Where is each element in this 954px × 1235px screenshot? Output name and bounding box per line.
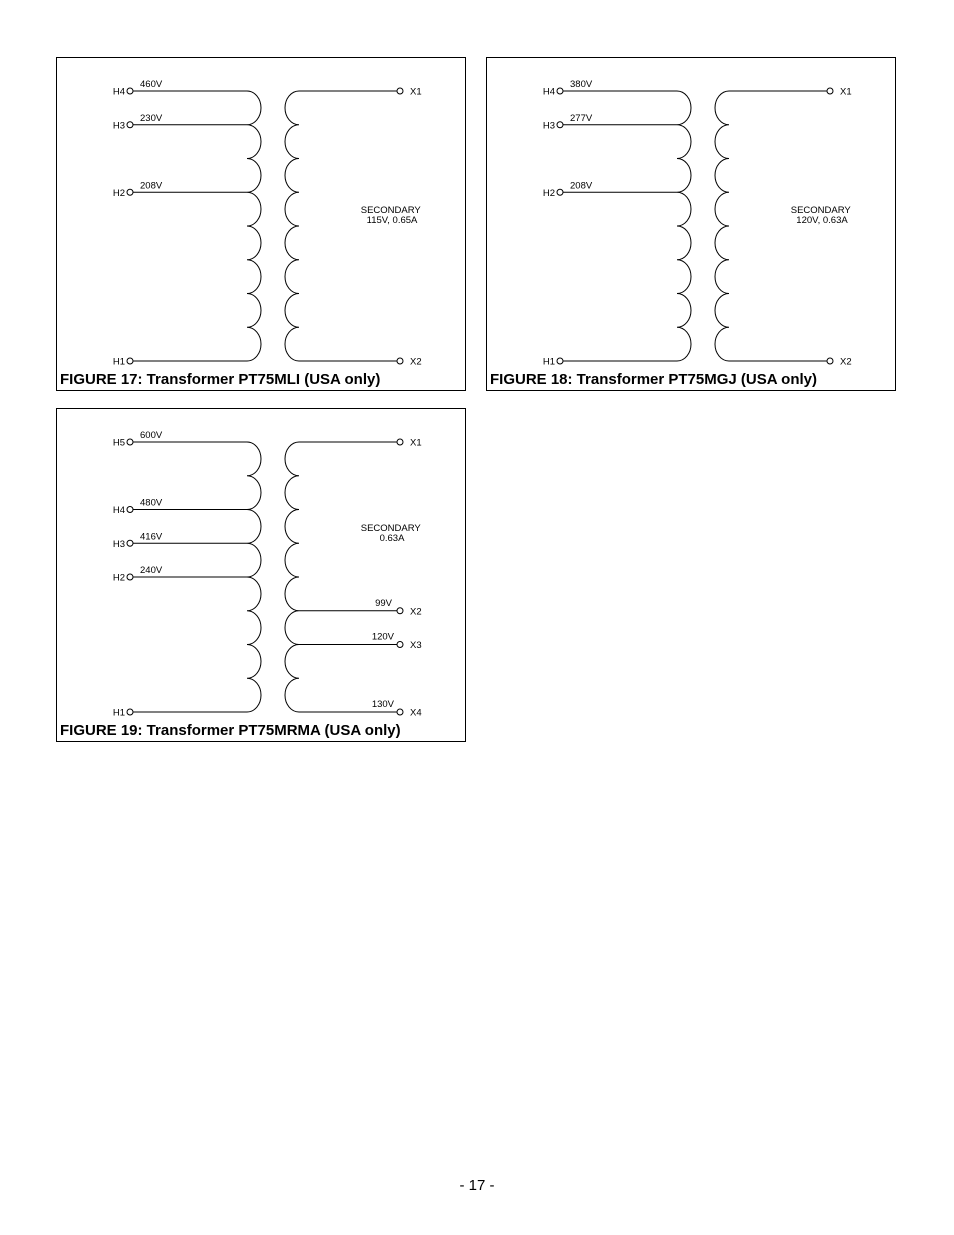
terminal-circle (397, 88, 403, 94)
terminal-circle (127, 358, 133, 364)
terminal-circle (557, 189, 563, 195)
terminal-label: X2 (410, 606, 422, 618)
terminal-circle (557, 358, 563, 364)
terminal-label: H1 (542, 356, 555, 368)
primary-tap-2 (113, 180, 247, 199)
terminal-circle (127, 709, 133, 715)
figure-17 (56, 57, 466, 391)
terminal-circle (127, 540, 133, 546)
secondary-label (791, 205, 853, 226)
primary-tap-1 (113, 498, 247, 517)
terminal-label: H4 (542, 86, 555, 98)
voltage-label: 600V (140, 430, 163, 441)
terminal-label: X1 (410, 437, 422, 449)
terminal-circle (127, 88, 133, 94)
figure-19 (56, 408, 466, 742)
primary-tap-3 (113, 565, 247, 584)
secondary-tap-1 (299, 598, 422, 618)
secondary-label (361, 523, 423, 544)
primary-tap-3 (113, 357, 247, 368)
primary-winding (113, 79, 261, 368)
secondary-label-line-1: 0.63A (379, 533, 405, 544)
terminal-circle (557, 88, 563, 94)
primary-tap-1 (543, 113, 677, 132)
secondary-tap-3 (299, 699, 422, 719)
secondary-label-line-1: 120V, 0.63A (796, 215, 848, 226)
terminal-circle (397, 709, 403, 715)
voltage-label: 208V (140, 180, 163, 192)
terminal-label: X3 (410, 640, 422, 651)
secondary-label-line-0: SECONDARY (360, 523, 421, 534)
secondary-label-line-0: SECONDARY (790, 205, 851, 216)
primary-winding (113, 430, 261, 719)
secondary-tap-0 (729, 87, 852, 98)
primary-tap-3 (543, 357, 677, 368)
terminal-label: H2 (542, 187, 555, 199)
voltage-label: 120V (371, 631, 394, 643)
terminal-circle (127, 574, 133, 580)
terminal-label: H3 (112, 538, 125, 550)
secondary-winding (285, 87, 423, 368)
voltage-label: 416V (140, 531, 163, 543)
voltage-label: 277V (570, 112, 593, 124)
terminal-label: X1 (840, 86, 852, 98)
terminal-circle (827, 88, 833, 94)
voltage-label: 130V (371, 699, 394, 710)
primary-tap-4 (113, 708, 247, 719)
primary-tap-0 (543, 79, 677, 98)
terminal-label: H2 (112, 187, 125, 199)
terminal-label: H1 (112, 356, 125, 368)
secondary-label-line-1: 115V, 0.65A (366, 215, 418, 226)
figure-caption: FIGURE 19: Transformer PT75MRMA (USA only) (60, 722, 401, 739)
secondary-tap-0 (299, 438, 422, 449)
figure-18-schematic (487, 58, 897, 392)
terminal-label: H2 (112, 572, 125, 584)
terminal-circle (127, 439, 133, 445)
primary-tap-1 (113, 113, 247, 132)
primary-tap-2 (113, 531, 247, 550)
primary-tap-2 (543, 180, 677, 199)
terminal-circle (397, 439, 403, 445)
terminal-circle (127, 507, 133, 513)
terminal-label: X2 (840, 356, 852, 368)
terminal-label: X1 (410, 86, 422, 98)
primary-tap-0 (113, 79, 247, 98)
terminal-circle (557, 122, 563, 128)
secondary-coil (285, 91, 299, 361)
voltage-label: 230V (140, 112, 163, 124)
secondary-tap-0 (299, 87, 422, 98)
terminal-circle (397, 642, 403, 648)
voltage-label: 99V (375, 597, 392, 609)
secondary-coil (715, 91, 729, 361)
terminal-circle (397, 608, 403, 614)
figure-17-schematic (57, 58, 467, 392)
primary-coil (677, 91, 691, 361)
terminal-label: X4 (410, 707, 422, 719)
terminal-label: X2 (410, 356, 422, 368)
terminal-circle (397, 358, 403, 364)
terminal-label: H4 (112, 86, 125, 98)
terminal-circle (127, 189, 133, 195)
figure-19-schematic (57, 409, 467, 743)
voltage-label: 380V (570, 79, 593, 90)
primary-winding (543, 79, 691, 368)
terminal-label: H3 (542, 120, 555, 132)
terminal-circle (127, 122, 133, 128)
terminal-label: H1 (112, 707, 125, 719)
voltage-label: 240V (140, 565, 163, 576)
voltage-label: 208V (570, 180, 593, 192)
figure-caption: FIGURE 17: Transformer PT75MLI (USA only) (60, 371, 381, 388)
voltage-label: 480V (140, 497, 163, 509)
secondary-tap-1 (729, 357, 852, 368)
primary-coil (247, 91, 261, 361)
voltage-label: 460V (140, 79, 163, 90)
terminal-label: H3 (112, 120, 125, 132)
figure-18 (486, 57, 896, 391)
figure-caption: FIGURE 18: Transformer PT75MGJ (USA only) (490, 371, 818, 388)
page-number: - 17 - (459, 1177, 495, 1194)
terminal-label: H5 (112, 437, 125, 449)
secondary-winding (285, 438, 423, 719)
secondary-winding (715, 87, 853, 368)
secondary-label (361, 205, 423, 226)
terminal-label: H4 (112, 505, 125, 516)
primary-tap-0 (113, 430, 247, 449)
terminal-circle (827, 358, 833, 364)
primary-coil (247, 442, 261, 712)
secondary-tap-2 (299, 632, 422, 652)
secondary-label-line-0: SECONDARY (360, 205, 421, 216)
secondary-tap-1 (299, 357, 422, 368)
secondary-coil (285, 442, 299, 712)
